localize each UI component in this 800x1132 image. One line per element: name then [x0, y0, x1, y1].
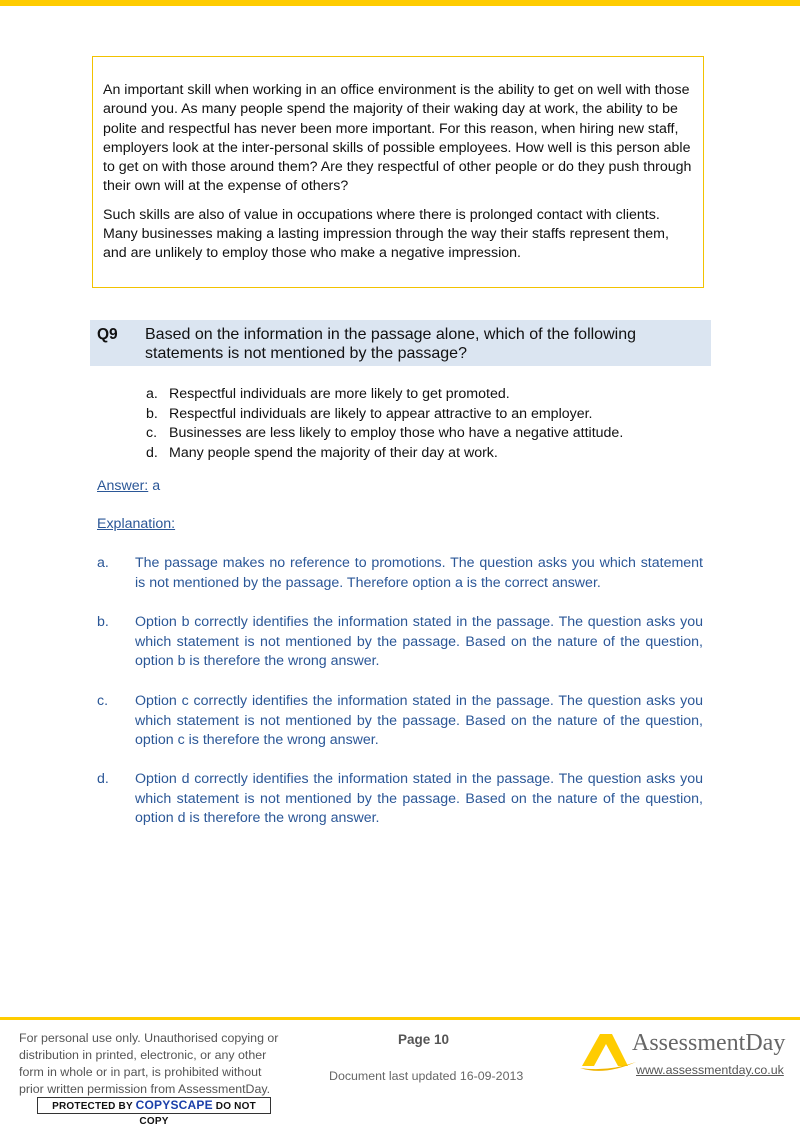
copyscape-post: DO NOT COPY: [139, 1101, 256, 1127]
explanation-item-b: [97, 613, 703, 672]
option-letter: d.: [146, 444, 158, 461]
page-number: Page 10: [398, 1032, 450, 1047]
answer-value: a: [148, 478, 161, 494]
copyscape-badge[interactable]: [37, 1097, 271, 1127]
answer-label: Answer:: [97, 478, 149, 494]
explanation-letter: a.: [97, 555, 109, 571]
option-text: Respectful individuals are likely to appear attractive to an employer.: [169, 405, 593, 422]
explanation-letter: b.: [97, 614, 109, 630]
footer-accent-bar: [0, 1017, 800, 1020]
copyscape-brand: COPYSCAPE: [135, 1098, 213, 1112]
passage-box: [92, 56, 704, 288]
question-number: Q9: [97, 326, 118, 343]
explanation-item-a: [97, 554, 703, 593]
option-letter: a.: [146, 386, 158, 402]
assessmentday-logo-icon: [578, 1030, 638, 1074]
answer-options: [146, 385, 623, 463]
explanation-heading: Explanation:: [97, 516, 176, 532]
answer-line: [97, 478, 160, 494]
top-accent-bar: [0, 0, 800, 6]
explanation-text: Option d correctly identifies the information stated in the passage. The question asks you which statement is not mentioned by the passage. Based on the nature of the question, option d is therefore the wrong answer.: [135, 771, 703, 826]
option-d: [146, 444, 623, 464]
brand-link[interactable]: www.assessmentday.co.uk: [636, 1063, 784, 1077]
passage-paragraph-2: Such skills are also of value in occupations where there is prolonged contact with clients. Many businesses making a lasting impression through the way their staffs represent them, and are unlikely to employ those who make a negative impression.: [103, 206, 669, 262]
explanation-text: Option c correctly identifies the information stated in the passage. The question asks you which statement is not mentioned by the passage. Based on the nature of the question, option c is therefore the wrong answer.: [135, 693, 703, 748]
option-b: [146, 405, 623, 425]
passage-paragraph-1: An important skill when working in an office environment is the ability to get on well with those around you. As many people spend the majority of their waking day at work, the ability to be polite and respectful has never been more important. For this reason, when hiring new staff, employers look at the inter-personal skills of possible employees. How well is this person able to get on with those around them? Are they respectful of other people or do they push through their own will at the expense of others?: [103, 82, 692, 195]
explanation-text: The passage makes no reference to promotions. The question asks you which statement is not mentioned by the passage. Therefore option a is the correct answer.: [135, 555, 703, 591]
question-header: [90, 320, 711, 366]
explanation-item-d: [97, 770, 703, 829]
option-a: [146, 385, 623, 405]
option-text: Many people spend the majority of their day at work.: [169, 444, 498, 461]
explanation-letter: c.: [97, 693, 109, 709]
option-letter: c.: [146, 425, 158, 442]
option-letter: b.: [146, 405, 158, 422]
last-updated: Document last updated 16-09-2013: [329, 1069, 524, 1083]
option-text: Respectful individuals are more likely to get promoted.: [169, 386, 510, 402]
explanation-text: Option b correctly identifies the information stated in the passage. The question asks you which statement is not mentioned by the passage. Based on the nature of the question, option b is therefore the wrong answer.: [135, 614, 703, 669]
brand-name: AssessmentDay: [632, 1030, 786, 1056]
question-text: Based on the information in the passage alone, which of the following statements is not mentioned by the passage?: [145, 326, 636, 362]
explanation-item-c: [97, 692, 703, 751]
explanation-letter: d.: [97, 771, 109, 787]
copyscape-pre: PROTECTED BY: [52, 1101, 136, 1112]
option-c: [146, 424, 623, 444]
copyright-notice: For personal use only. Unauthorised copying or distribution in printed, electronic, or any other form in whole or in part, is prohibited without prior written permission from AssessmentDay.: [19, 1031, 279, 1096]
option-text: Businesses are less likely to employ those who have a negative attitude.: [169, 425, 624, 442]
